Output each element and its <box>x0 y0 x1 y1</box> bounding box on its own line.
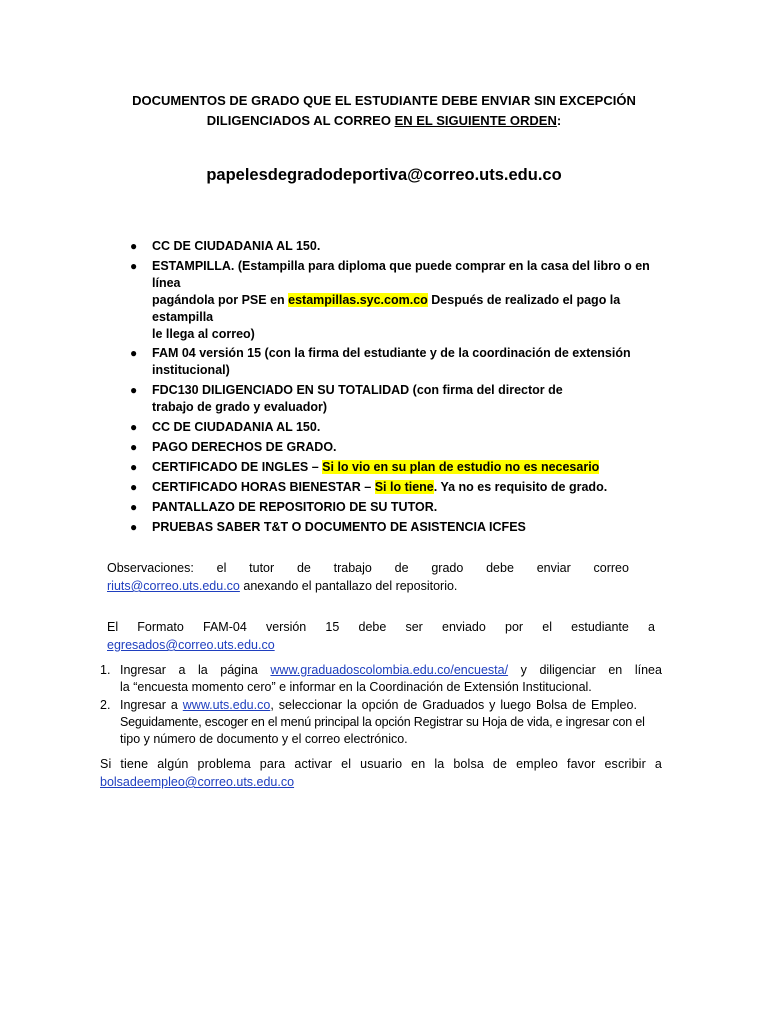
bullet-icon: ● <box>130 500 138 514</box>
list-item <box>100 662 662 696</box>
word: el <box>542 620 552 634</box>
required-documents-list <box>130 238 670 539</box>
word: debe <box>358 620 387 634</box>
step-2-line-1 <box>120 697 662 714</box>
list-item-text: . Ya no es requisito de grado. <box>433 480 608 494</box>
word: enviar <box>536 561 571 575</box>
word: Ingresar a <box>120 698 183 712</box>
step-1-line-2: la “encuesta momento cero” e informar en la Coordinación de Extensión Institucional. <box>120 680 592 694</box>
bullet-icon: ● <box>130 259 138 273</box>
word: por <box>505 620 524 634</box>
list-item-text: pagándola por PSE en <box>152 293 289 307</box>
list-item <box>130 439 670 456</box>
bullet-icon: ● <box>130 383 138 397</box>
word: debe <box>486 561 514 575</box>
footer-line-2 <box>100 773 662 791</box>
word: de <box>394 561 409 575</box>
list-item-text: ESTAMPILLA. (Estampilla para diploma que puede comprar en la casa del libro o en línea <box>152 259 650 290</box>
word: Observaciones: <box>107 561 194 575</box>
observaciones-line-2 <box>107 577 629 595</box>
list-item-text: CERTIFICADO DE INGLES – <box>152 460 323 474</box>
ingles-highlight: Si lo vio en su plan de estudio no es necesario <box>322 460 600 474</box>
word: correo <box>593 561 629 575</box>
title-line-2-underlined: EN EL SIGUIENTE ORDEN <box>394 113 557 128</box>
list-item-text: FAM 04 versión 15 (con la firma del estudiante y de la coordinación de extensión <box>152 346 631 360</box>
title-line-2-prefix: DILIGENCIADOS AL CORREO <box>206 113 395 128</box>
step-1-line-1 <box>120 662 662 679</box>
word: tutor <box>249 561 275 575</box>
word: Ingresar <box>120 663 166 677</box>
list-item-text: CC DE CIUDADANIA AL 150. <box>152 420 321 434</box>
list-item <box>130 238 670 255</box>
word: Formato <box>137 620 184 634</box>
list-item <box>130 419 670 436</box>
bullet-icon: ● <box>130 346 138 360</box>
list-item-text: le llega al correo) <box>152 327 255 341</box>
estampillas-highlight: estampillas.syc.com.co <box>288 293 428 307</box>
word: a <box>178 663 186 677</box>
graduados-encuesta-link[interactable]: www.graduadoscolombia.edu.co/encuesta/ <box>270 663 509 677</box>
steps-list <box>100 662 662 748</box>
word: El <box>107 620 119 634</box>
observaciones-rest: anexando el pantallazo del repositorio. <box>239 579 458 593</box>
word: enviado <box>442 620 486 634</box>
step-number: 2. <box>100 698 111 712</box>
word: línea <box>634 663 662 677</box>
bullet-icon: ● <box>130 440 138 454</box>
list-item-text: CERTIFICADO HORAS BIENESTAR – <box>152 480 375 494</box>
bullet-icon: ● <box>130 460 138 474</box>
riuts-email-link[interactable]: riuts@correo.uts.edu.co <box>107 579 240 593</box>
document-title-line-2 <box>0 113 768 128</box>
observaciones-paragraph <box>107 559 629 595</box>
word: página <box>220 663 258 677</box>
list-item <box>130 499 670 516</box>
word: trabajo <box>333 561 372 575</box>
footer-line-1: Si tiene algún problema para activar el usuario en la bolsa de empleo favor escribir a <box>100 757 662 771</box>
formato-line-1 <box>107 618 655 636</box>
formato-paragraph <box>107 618 655 654</box>
list-item <box>130 519 670 536</box>
bolsa-empleo-email-link[interactable]: bolsadeempleo@correo.uts.edu.co <box>100 775 295 789</box>
list-item-text: Después de realizado el pago la estampilla <box>152 293 621 324</box>
list-item-text: trabajo de grado y evaluador) <box>152 400 328 414</box>
list-item <box>130 345 670 379</box>
bullet-icon: ● <box>130 480 138 494</box>
word: y <box>520 663 527 677</box>
main-email-address: papelesdegradodeportiva@correo.uts.edu.co <box>206 166 562 184</box>
list-item-text: PAGO DERECHOS DE GRADO. <box>152 440 337 454</box>
list-item <box>130 479 670 496</box>
list-item-text: CC DE CIUDADANIA AL 150. <box>152 239 321 253</box>
word: 15 <box>325 620 340 634</box>
uts-website-link[interactable]: www.uts.edu.co <box>182 698 271 712</box>
list-item <box>100 697 662 748</box>
step-2-line-3: tipo y número de documento y el correo electrónico. <box>120 732 408 746</box>
footer-paragraph <box>100 755 662 791</box>
title-line-2-suffix: : <box>556 113 562 128</box>
bienestar-highlight: Si lo tiene <box>374 480 434 494</box>
observaciones-line-1 <box>107 559 629 577</box>
bullet-icon: ● <box>130 420 138 434</box>
list-item-text: institucional) <box>152 363 230 377</box>
formato-line-2 <box>107 636 655 654</box>
list-item-text: PANTALLAZO DE REPOSITORIO DE SU TUTOR. <box>152 500 438 514</box>
step-2-line-2: Seguidamente, escoger en el menú principal la opción Registrar su Hoja de vida, e ingresar con el <box>120 715 645 729</box>
list-item <box>130 258 670 343</box>
document-title-line-1: DOCUMENTOS DE GRADO QUE EL ESTUDIANTE DEBE ENVIAR SIN EXCEPCIÓN <box>132 93 636 108</box>
list-item <box>130 382 670 416</box>
word: ser <box>405 620 423 634</box>
word: grado <box>431 561 464 575</box>
step-number: 1. <box>100 663 111 677</box>
bullet-icon: ● <box>130 239 138 253</box>
word: de <box>296 561 311 575</box>
word: , seleccionar la opción de Graduados y luego Bolsa de Empleo. <box>270 698 637 712</box>
word: estudiante <box>571 620 629 634</box>
word: en <box>608 663 623 677</box>
word: la <box>197 663 208 677</box>
word: a <box>648 620 655 634</box>
list-item <box>130 459 670 476</box>
list-item-text: PRUEBAS SABER T&T O DOCUMENTO DE ASISTENCIA ICFES <box>152 520 526 534</box>
bullet-icon: ● <box>130 520 138 534</box>
egresados-email-link[interactable]: egresados@correo.uts.edu.co <box>107 638 275 652</box>
list-item-text: FDC130 DILIGENCIADO EN SU TOTALIDAD (con firma del director de <box>152 383 563 397</box>
word: versión <box>265 620 307 634</box>
word: el <box>216 561 227 575</box>
word: diligenciar <box>539 663 596 677</box>
word: FAM-04 <box>203 620 247 634</box>
